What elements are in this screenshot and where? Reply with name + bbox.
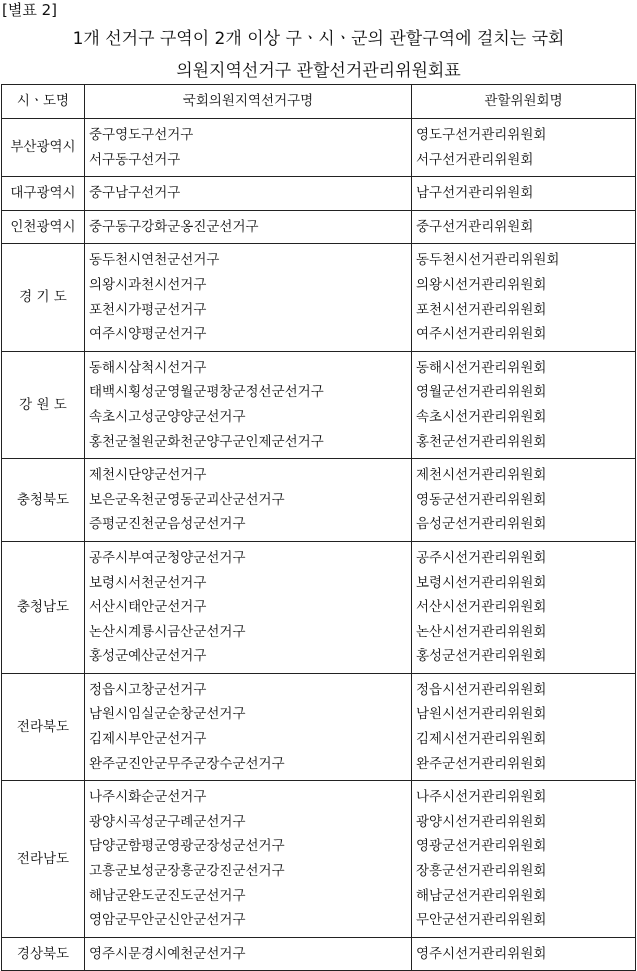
district-name: 완주군진안군무주군장수군선거구 xyxy=(89,755,285,772)
table-row xyxy=(2,937,636,971)
district-name: 포천시가평군선거구 xyxy=(89,301,207,318)
committee-cell xyxy=(412,673,636,780)
table-title-line-1: 1개 선거구 구역이 2개 이상 구ㆍ시ㆍ군의 관할구역에 걸치는 국회 xyxy=(72,29,565,49)
district-name: 동두천시연천군선거구 xyxy=(89,252,220,269)
committee-name: 나주시선거관리위원회 xyxy=(416,789,547,806)
table-body xyxy=(2,119,636,971)
district-name: 동해시삼척시선거구 xyxy=(89,359,207,376)
district-name: 여주시양평군선거구 xyxy=(89,326,207,343)
committee-name: 영주시선거관리위원회 xyxy=(416,945,547,962)
committee-name: 동두천시선거관리위원회 xyxy=(416,252,560,269)
district-name: 홍천군철원군화천군양구군인제군선거구 xyxy=(89,433,324,450)
district-name: 공주시부여군청양군선거구 xyxy=(89,549,246,566)
table-title-line-2: 의원지역선거구 관할선거관리위원회표 xyxy=(176,61,461,81)
province-cell: 대구광역시 xyxy=(2,177,85,211)
district-name: 담양군함평군영광군장성군선거구 xyxy=(89,838,285,855)
committee-name: 해남군선거관리위원회 xyxy=(416,887,547,904)
committee-name: 음성군선거관리위원회 xyxy=(416,516,547,533)
committee-name: 속초시선거관리위원회 xyxy=(416,408,547,425)
province-cell: 경상북도 xyxy=(2,937,85,971)
district-cell xyxy=(85,781,412,938)
committee-name: 의왕시선거관리위원회 xyxy=(416,276,547,293)
district-name: 중구동구강화군옹진군선거구 xyxy=(89,218,259,235)
district-name: 해남군완도군진도군선거구 xyxy=(89,887,246,904)
committee-name: 완주군선거관리위원회 xyxy=(416,755,547,772)
committee-name: 중구선거관리위원회 xyxy=(416,218,534,235)
province-cell: 부산광역시 xyxy=(2,119,85,177)
district-name: 보은군옥천군영동군괴산군선거구 xyxy=(89,491,285,508)
table-row xyxy=(2,177,636,211)
province-cell: 인천광역시 xyxy=(2,210,85,244)
district-name: 영암군무안군신안군선거구 xyxy=(89,912,246,929)
committee-name: 영동군선거관리위원회 xyxy=(416,491,547,508)
district-name: 제천시단양군선거구 xyxy=(89,467,207,484)
committee-name: 서산시선거관리위원회 xyxy=(416,599,547,616)
committee-cell xyxy=(412,541,636,673)
district-name: 고흥군보성군장흥군강진군선거구 xyxy=(89,863,285,880)
committee-name: 여주시선거관리위원회 xyxy=(416,326,547,343)
district-name: 서구동구선거구 xyxy=(89,151,181,168)
table-row xyxy=(2,781,636,938)
district-name: 논산시계룡시금산군선거구 xyxy=(89,623,246,640)
district-cell xyxy=(85,459,412,542)
committee-name: 보령시선거관리위원회 xyxy=(416,574,547,591)
committee-name: 논산시선거관리위원회 xyxy=(416,623,547,640)
district-cell xyxy=(85,541,412,673)
district-name: 서산시태안군선거구 xyxy=(89,599,207,616)
committee-name: 남구선거관리위원회 xyxy=(416,185,534,202)
district-name: 태백시횡성군영월군평창군정선군선거구 xyxy=(89,384,324,401)
committee-name: 홍천군선거관리위원회 xyxy=(416,433,547,450)
district-cell xyxy=(85,351,412,458)
table-row xyxy=(2,541,636,673)
district-name: 증평군진천군음성군선거구 xyxy=(89,516,246,533)
committee-name: 서구선거관리위원회 xyxy=(416,151,534,168)
committee-name: 포천시선거관리위원회 xyxy=(416,301,547,318)
province-cell: 강 원 도 xyxy=(2,351,85,458)
header-committee: 관할위원회명 xyxy=(412,85,636,119)
table-header-row xyxy=(2,85,636,119)
committee-name: 홍성군선거관리위원회 xyxy=(416,648,547,665)
committee-cell xyxy=(412,937,636,971)
table-row xyxy=(2,244,636,351)
committee-name: 영광군선거관리위원회 xyxy=(416,838,547,855)
table-row xyxy=(2,119,636,177)
district-name: 중구영도구선거구 xyxy=(89,127,194,143)
table-row xyxy=(2,210,636,244)
table-row xyxy=(2,459,636,542)
district-name: 보령시서천군선거구 xyxy=(89,574,207,591)
district-name: 속초시고성군양양군선거구 xyxy=(89,408,246,425)
district-name: 광양시곡성군구례군선거구 xyxy=(89,813,246,830)
committee-cell xyxy=(412,177,636,211)
header-province: 시ㆍ도명 xyxy=(2,85,85,119)
district-cell xyxy=(85,177,412,211)
province-cell: 충청북도 xyxy=(2,459,85,542)
table-row xyxy=(2,351,636,458)
district-name: 의왕시과천시선거구 xyxy=(89,276,207,293)
committee-name: 공주시선거관리위원회 xyxy=(416,549,547,566)
district-name: 중구남구선거구 xyxy=(89,185,181,202)
committee-name: 남원시선거관리위원회 xyxy=(416,706,547,723)
district-cell xyxy=(85,210,412,244)
district-cell xyxy=(85,119,412,177)
province-cell: 전라남도 xyxy=(2,781,85,938)
committee-name: 영도구선거관리위원회 xyxy=(416,127,547,143)
district-name: 김제시부안군선거구 xyxy=(89,731,207,748)
committee-name: 영월군선거관리위원회 xyxy=(416,384,547,401)
district-cell xyxy=(85,244,412,351)
district-name: 홍성군예산군선거구 xyxy=(89,648,207,665)
jurisdiction-table xyxy=(1,84,636,971)
district-cell xyxy=(85,673,412,780)
committee-name: 장흥군선거관리위원회 xyxy=(416,863,547,880)
committee-cell xyxy=(412,459,636,542)
appendix-label: [별표 2] xyxy=(2,1,57,19)
province-cell: 전라북도 xyxy=(2,673,85,780)
district-cell xyxy=(85,937,412,971)
committee-cell xyxy=(412,781,636,938)
district-name: 남원시임실군순창군선거구 xyxy=(89,706,246,723)
district-name: 나주시화순군선거구 xyxy=(89,789,207,806)
committee-name: 제천시선거관리위원회 xyxy=(416,467,547,484)
province-cell: 충청남도 xyxy=(2,541,85,673)
committee-cell xyxy=(412,351,636,458)
committee-name: 정읍시선거관리위원회 xyxy=(416,681,547,698)
committee-cell xyxy=(412,210,636,244)
committee-name: 무안군선거관리위원회 xyxy=(416,912,547,929)
committee-name: 광양시선거관리위원회 xyxy=(416,813,547,830)
committee-cell xyxy=(412,244,636,351)
committee-name: 김제시선거관리위원회 xyxy=(416,731,547,748)
header-district: 국회의원지역선거구명 xyxy=(85,85,412,119)
committee-cell xyxy=(412,119,636,177)
district-name: 정읍시고창군선거구 xyxy=(89,681,207,698)
district-name: 영주시문경시예천군선거구 xyxy=(89,945,246,962)
province-cell: 경 기 도 xyxy=(2,244,85,351)
committee-name: 동해시선거관리위원회 xyxy=(416,359,547,376)
table-row xyxy=(2,673,636,780)
